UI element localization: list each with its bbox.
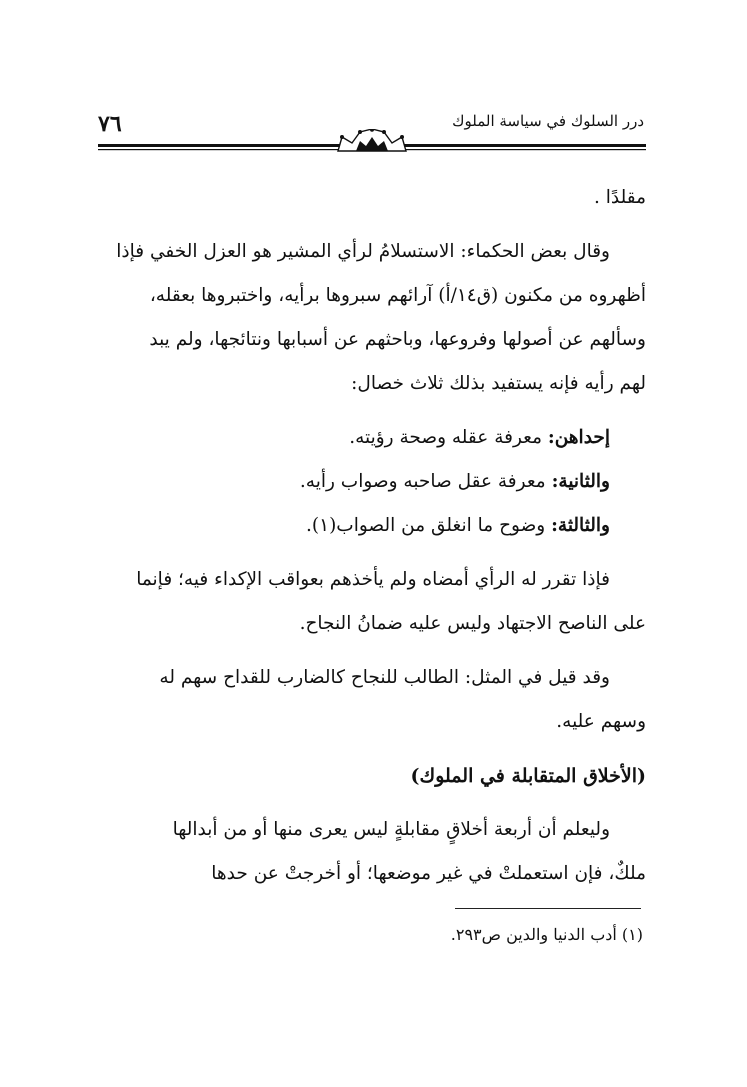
text-line: وسألهم عن أصولها وفروعها، وباحثهم عن أسبابها ونتائجها، ولم يبد [149, 329, 646, 350]
text-line: أظهروه من مكنون (ق١٤/أ) آرائهم سبروها برأيه، واختبروها بعقله، [149, 285, 646, 306]
text-line: لهم رأيه فإنه يستفيد بذلك ثلاث خصال: [351, 373, 646, 394]
list-item [98, 460, 646, 504]
footnote: (١) أدب الدنيا والدين ص٢٩٣. [450, 925, 643, 944]
text-line: وسهم عليه. [556, 711, 646, 732]
item-label: والثالثة: [551, 515, 610, 536]
footnote-separator [455, 908, 641, 909]
page-number: ٧٦ [98, 111, 122, 137]
running-header [98, 103, 646, 155]
list-item [98, 504, 646, 548]
text-line: وقد قيل في المثل: الطالب للنجاح كالضارب للقداح سهم له [159, 667, 610, 688]
text-line: وليعلم أن أربعة أخلاقٍ مقابلةٍ ليس يعرى منها أو من أبدالها [172, 819, 610, 840]
text-line: فإذا تقرر له الرأي أمضاه ولم يأخذهم بعواقب الإكداء فيه؛ فإنما [136, 569, 610, 590]
text-line: ملكٌ، فإن استعملتْ في غير موضعها؛ أو أخرجتْ عن حدها [211, 863, 646, 884]
crown-ornament-rule [98, 129, 646, 157]
item-text: وضوح ما انغلق من الصواب(١). [306, 515, 552, 536]
item-label: والثانية: [551, 471, 610, 492]
main-text [98, 176, 646, 896]
section-heading: (الأخلاق المتقابلة في الملوك) [410, 765, 646, 787]
item-label: إحداهن: [547, 427, 610, 448]
text-line: وقال بعض الحكماء: الاستسلامُ لرأي المشير هو العزل الخفي فإذا [116, 241, 610, 262]
text-line: على الناصح الاجتهاد وليس عليه ضمانُ النجاح. [299, 613, 646, 634]
list-item [98, 416, 646, 460]
text-line: مقلدًا . [593, 187, 646, 208]
item-text: معرفة عقله وصحة رؤيته. [349, 427, 548, 448]
item-text: معرفة عقل صاحبه وصواب رأيه. [299, 471, 552, 492]
book-title: درر السلوك في سياسة الملوك [452, 112, 644, 130]
